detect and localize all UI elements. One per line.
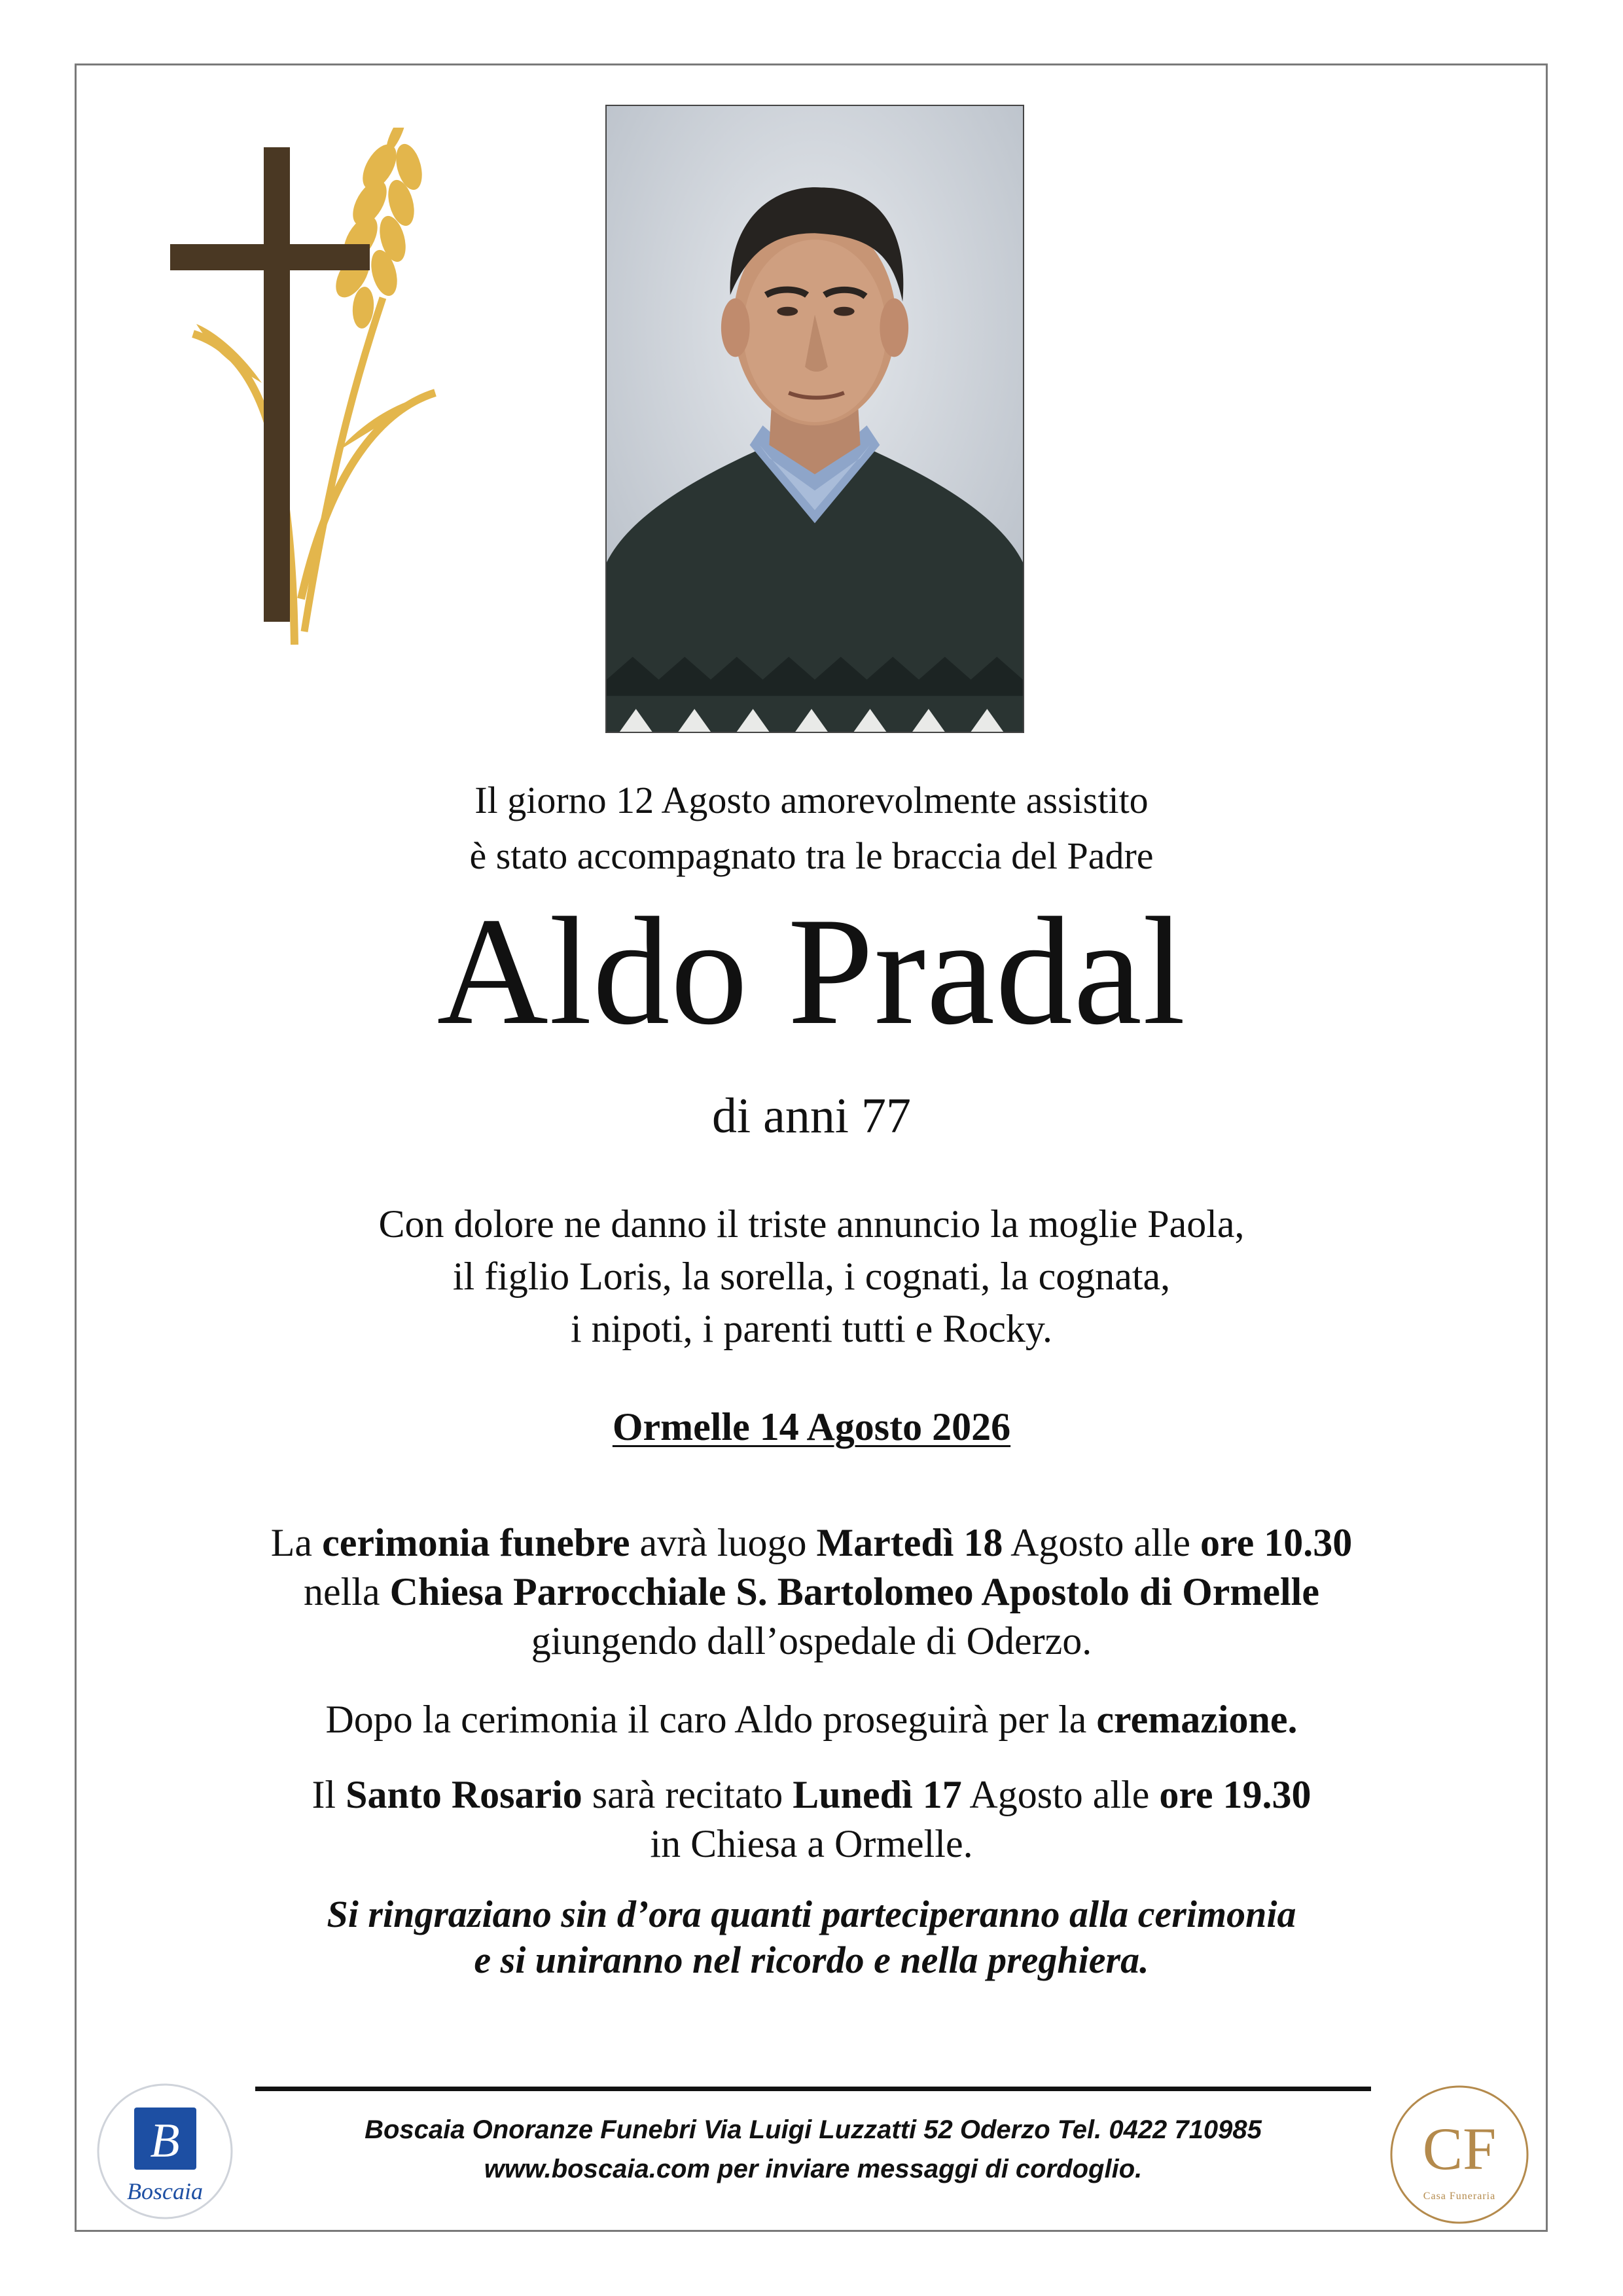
boscaia-logo-name: Boscaia xyxy=(127,2178,203,2204)
family-announcement xyxy=(0,1198,1623,1355)
rosary-l1-f: ore 19.30 xyxy=(1159,1773,1311,1816)
ceremony-l1-c: avrà luogo xyxy=(630,1521,817,1564)
rosary-l1-b: Santo Rosario xyxy=(346,1773,582,1816)
deceased-age: di anni 77 xyxy=(712,1088,911,1143)
ceremony-l1-f: ore 10.30 xyxy=(1200,1521,1353,1564)
family-line-2: il figlio Loris, la sorella, i cognati, la cognata, xyxy=(452,1255,1171,1298)
boscaia-logo-letter: B xyxy=(150,2114,180,2168)
ceremony-l2-a: nella xyxy=(304,1570,390,1613)
casa-funeraria-logo xyxy=(1387,2083,1531,2227)
thanks-line-2: e si uniranno nel ricordo e nella preghiera. xyxy=(474,1939,1149,1981)
cremation-bold: cremazione. xyxy=(1096,1698,1298,1741)
footer-website: www.boscaia.com per inviare messaggi di cordoglio. xyxy=(484,2155,1143,2183)
ceremony-l1-b: cerimonia funebre xyxy=(322,1521,630,1564)
place-date-text: Ormelle 14 Agosto 2026 xyxy=(612,1405,1011,1448)
intro-line-2: è stato accompagnato tra le braccia del Padre xyxy=(469,834,1154,877)
rosary-l1-a: Il xyxy=(312,1773,346,1816)
thanks-message xyxy=(0,1892,1623,1983)
ceremony-l1-d: Martedì 18 xyxy=(816,1521,1003,1564)
ceremony-line-2 xyxy=(0,1568,1623,1617)
ceremony-line-3: giungendo dall’ospedale di Oderzo. xyxy=(531,1619,1092,1662)
rosary-info xyxy=(0,1770,1623,1869)
rosary-line-2: in Chiesa a Ormelle. xyxy=(650,1822,973,1865)
ceremony-l1-a: La xyxy=(270,1521,323,1564)
family-line-3: i nipoti, i parenti tutti e Rocky. xyxy=(571,1307,1052,1350)
rosary-line-1 xyxy=(0,1770,1623,1820)
boscaia-logo xyxy=(95,2081,236,2222)
footer-address: Boscaia Onoranze Funebri Via Luigi Luzzatti 52 Oderzo Tel. 0422 710985 xyxy=(365,2115,1262,2144)
family-line-1: Con dolore ne danno il triste annuncio la moglie Paola, xyxy=(378,1202,1245,1246)
place-date xyxy=(0,1401,1623,1453)
ceremony-l1-e: Agosto alle xyxy=(1003,1521,1201,1564)
casa-funeraria-caption: Casa Funeraria xyxy=(1423,2191,1496,2202)
intro-line-1: Il giorno 12 Agosto amorevolmente assistito xyxy=(474,779,1149,821)
ceremony-l2-b: Chiesa Parrocchiale S. Bartolomeo Apostolo di Ormelle xyxy=(389,1570,1319,1613)
deceased-name: Aldo Pradal xyxy=(437,886,1186,1057)
portrait-photo xyxy=(605,105,1024,733)
thanks-line-1: Si ringraziano sin d’ora quanti parteciperanno alla cerimonia xyxy=(327,1893,1296,1935)
rosary-l1-e: Agosto alle xyxy=(961,1773,1160,1816)
cross-wheat-icon xyxy=(167,128,448,645)
ceremony-line-1 xyxy=(0,1518,1623,1568)
rosary-l1-d: Lunedì 17 xyxy=(793,1773,962,1816)
rosary-l1-c: sarà recitato xyxy=(582,1773,793,1816)
cremation-text: Dopo la cerimonia il caro Aldo proseguirà per la xyxy=(325,1698,1097,1741)
cremation-info xyxy=(0,1695,1623,1744)
ceremony-info xyxy=(0,1518,1623,1666)
casa-funeraria-mark: CF xyxy=(1422,2115,1497,2182)
footer-divider xyxy=(255,2087,1371,2091)
intro-text xyxy=(0,772,1623,884)
